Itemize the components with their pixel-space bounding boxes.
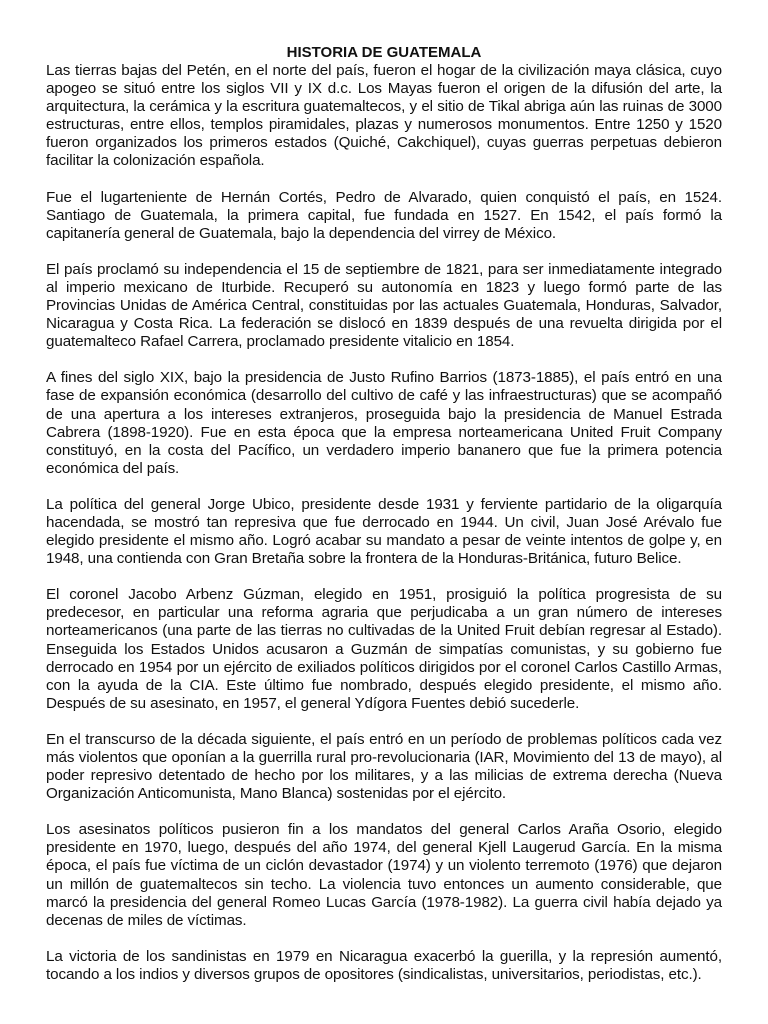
paragraph-4: A fines del siglo XIX, bajo la presidencia de Justo Rufino Barrios (1873-1885), el país entró en una fase de expansión económica (desarrollo del cultivo de café y las infraestructuras) que se acompañó de una apertura a los intereses extranjeros, proseguida bajo la presidencia de Manuel Estrada Cabrera (1898-1920). Fue en esta época que la empresa norteamericana United Fruit Company constituyó, en la costa del Pacífico, un verdadero imperio bananero que fue la primera potencia económica del país. bbox=[46, 369, 722, 477]
paragraph-5: La política del general Jorge Ubico, presidente desde 1931 y ferviente partidario de la oligarquía hacendada, se mostró tan represiva que fue derrocado en 1944. Un civil, Juan José Arévalo fue elegido presidente el mismo año. Logró acabar su mandato a pesar de veinte intentos de golpe y, en 1948, una contienda con Gran Bretaña sobre la frontera de la Honduras-Británica, futuro Belice. bbox=[46, 495, 722, 568]
document-title: HISTORIA DE GUATEMALA bbox=[286, 44, 482, 61]
paragraph-2: Fue el lugarteniente de Hernán Cortés, Pedro de Alvarado, quien conquistó el país, en 1524. Santiago de Guatemala, la primera capital, fue fundada en 1527. En 1542, el país formó la capitanería general de Guatemala, bajo la dependencia del virrey de México. bbox=[46, 188, 722, 242]
paragraph-9: La victoria de los sandinistas en 1979 en Nicaragua exacerbó la guerilla, y la represión aumentó, tocando a los indios y diversos grupos de opositores (sindicalistas, universitarios, periodistas, etc.). bbox=[46, 947, 722, 983]
paragraph-7: En el transcurso de la década siguiente, el país entró en un período de problemas políticos cada vez más violentos que oponían a la guerrilla rural pro-revolucionaria (IAR, Movimiento del 13 de mayo), al poder represivo detentado de hecho por los militares, y a las milicias de extrema derecha (Nueva Organización Anticomunista, Mano Blanca) sostenidas por el ejército. bbox=[46, 730, 722, 803]
paragraph-6: El coronel Jacobo Arbenz Gúzman, elegido en 1951, prosiguió la política progresista de su predecesor, en particular una reforma agraria que perjudicaba a un gran número de intereses norteamericanos (una parte de las tierras no cultivadas de la United Fruit debían regresar al Estado). Enseguida los Estados Unidos acusaron a Guzmán de simpatías comunistas, y su gobierno fue derrocado en 1954 por un ejército de exiliados políticos dirigidos por el coronel Carlos Castillo Armas, con la ayuda de la CIA. Este último fue nombrado, después elegido presidente, el mismo año. Después de su asesinato, en 1957, el general Ydígora Fuentes debió sucederle. bbox=[46, 586, 722, 712]
paragraph-3: El país proclamó su independencia el 15 de septiembre de 1821, para ser inmediatamente integrado al imperio mexicano de Iturbide. Recuperó su autonomía en 1823 y luego formó parte de las Provincias Unidas de América Central, constituidas por las actuales Guatemala, Honduras, Salvador, Nicaragua y Costa Rica. La federación se dislocó en 1839 después de una revuelta dirigida por el guatemalteco Rafael Carrera, proclamado presidente vitalicio en 1854. bbox=[46, 260, 722, 351]
paragraph-1: Las tierras bajas del Petén, en el norte del país, fueron el hogar de la civilización maya clásica, cuyo apogeo se situó entre los siglos VII y IX d.c. Los Mayas fueron el origen de la difusión del arte, la arquitectura, la cerámica y la escritura guatemaltecos, y el sitio de Tikal abriga aún las ruinas de 3000 estructuras, entre ellos, templos piramidales, plazas y numerosos monumentos. Entre 1250 y 1520 fueron organizados los primeros estados (Quiché, Cakchiquel), cuyas guerras perpetuas debieron facilitar la colonización española. bbox=[46, 62, 722, 170]
paragraph-8: Los asesinatos políticos pusieron fin a los mandatos del general Carlos Araña Osorio, elegido presidente en 1970, luego, después del año 1974, del general Kjell Laugerud García. En la misma época, el país fue víctima de un ciclón devastador (1974) y un violento terremoto (1976) que dejaron un millón de guatemaltecos sin techo. La violencia tuvo entonces un aumento considerable, que marcó la presidencia del general Romeo Lucas García (1978-1982). La guerra civil había dejado ya decenas de miles de víctimas. bbox=[46, 821, 722, 929]
